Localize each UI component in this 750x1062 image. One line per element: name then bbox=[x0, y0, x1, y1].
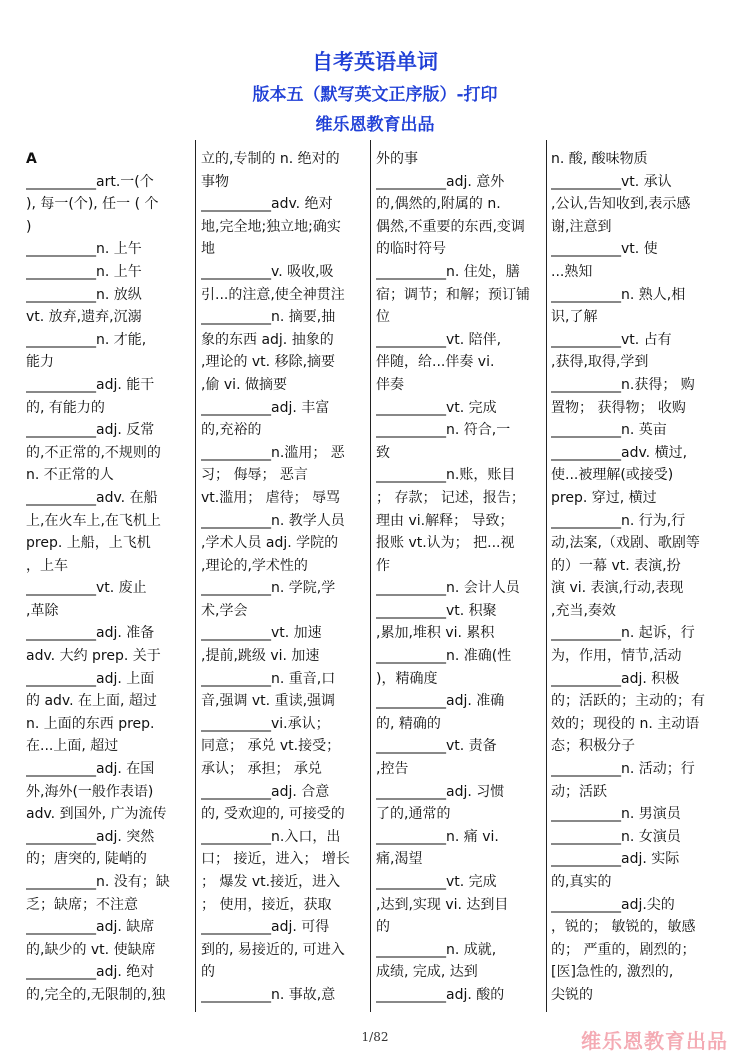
vocab-line: __________v. 吸收,吸 bbox=[201, 263, 334, 280]
vocab-line: ,累加,堆积 vi. 累积 bbox=[376, 625, 495, 642]
vocab-line: __________vt. 使 bbox=[551, 241, 658, 258]
vocab-line: __________vt. 废止 bbox=[26, 580, 147, 597]
vocab-line: __________n. 符合,一 bbox=[376, 422, 511, 439]
vocab-column-1 bbox=[26, 148, 186, 1012]
vocab-line: ,达到,实现 vi. 达到目 bbox=[376, 896, 509, 913]
vocab-line: 宿；调节；和解；预订铺 bbox=[376, 286, 530, 303]
vocab-line: __________n. 痛 vi. bbox=[376, 828, 499, 845]
vocab-line: ，锐的； 敏锐的，敏感 bbox=[551, 919, 696, 936]
vocab-line: 的, 受欢迎的, 可接受的 bbox=[201, 806, 345, 823]
vocab-line: ； 爆发 vt.接近，进入 bbox=[201, 874, 341, 890]
vocab-line: __________n. 会计人员 bbox=[376, 580, 520, 597]
vocab-line: __________adj. 突然 bbox=[26, 828, 155, 845]
vocab-line: __________adj. 可得 bbox=[201, 919, 330, 936]
vocab-line: __________adj.尖的 bbox=[551, 896, 675, 913]
vocab-line: ,理论的,学术性的 bbox=[201, 557, 308, 574]
vocab-column-3 bbox=[376, 148, 542, 1012]
vocab-line: 地,完全地;独立地;确实 bbox=[201, 218, 341, 235]
vocab-line: __________n. 学院,学 bbox=[201, 580, 336, 597]
vocab-line: __________vt. 完成 bbox=[376, 399, 497, 416]
vocab-line: prep. 穿过, 横过 bbox=[551, 489, 657, 506]
vocab-line: 外,海外(一般作表语) bbox=[26, 783, 154, 800]
vocab-line: 的 bbox=[376, 919, 390, 936]
vocab-line: ...熟知 bbox=[551, 263, 593, 280]
vocab-line: __________n.账，账目 bbox=[376, 467, 516, 484]
vocab-line: __________n. 女演员 bbox=[551, 828, 681, 845]
vocab-line: __________adj. 丰富 bbox=[201, 399, 330, 416]
vocab-line: __________vt. 完成 bbox=[376, 874, 497, 890]
vocab-line: __________n. 准确(性 bbox=[376, 648, 512, 665]
vocab-line: __________adj. 准确 bbox=[376, 693, 505, 710]
vocab-line: __________n. 摘要,抽 bbox=[201, 309, 336, 326]
vocab-line: __________adj. 准备 bbox=[26, 625, 155, 642]
vocab-line: 态；积极分子 bbox=[551, 738, 635, 755]
vocab-line: ； 存款； 记述，报告； bbox=[376, 489, 525, 506]
vocab-line: __________adj. 能干 bbox=[26, 376, 155, 393]
vocab-line: 作 bbox=[376, 557, 390, 574]
vocab-line: 动,法案,（戏剧、歌剧等 bbox=[551, 535, 700, 552]
vocab-line: ； 使用，接近，获取 bbox=[201, 896, 332, 913]
vocab-line: vt. 放弃,遗弃,沉溺 bbox=[26, 309, 142, 326]
vocab-line: 置物； 获得物； 收购 bbox=[551, 399, 686, 416]
vocab-line: )，精确度 bbox=[376, 670, 438, 687]
vocab-line: __________adj. 缺席 bbox=[26, 919, 155, 936]
vocab-line: __________art.一(个 bbox=[26, 173, 154, 190]
vocab-line: __________n. 教学人员 bbox=[201, 512, 345, 529]
vocab-line: 识,了解 bbox=[551, 309, 598, 326]
vocab-line: 伴奏 bbox=[376, 376, 404, 393]
vocab-line: 使...被理解(或接受) bbox=[551, 467, 674, 484]
vocab-line: 的； 严重的，剧烈的； bbox=[551, 941, 696, 958]
vocab-line: 的, 精确的 bbox=[376, 715, 441, 732]
vocab-line: 的,完全的,无限制的,独 bbox=[26, 986, 166, 1003]
vocab-line: __________n. 熟人,相 bbox=[551, 286, 686, 303]
column-divider bbox=[370, 140, 371, 1012]
vocab-line: 谢,注意到 bbox=[551, 218, 612, 235]
vocab-line: adv. 到国外, 广为流传 bbox=[26, 806, 167, 823]
vocab-line: __________vt. 占有 bbox=[551, 331, 672, 348]
vocab-line: __________adv. 绝对 bbox=[201, 196, 333, 213]
page-number: 1/82 bbox=[361, 1030, 389, 1044]
vocab-line: 乏；缺席；不注意 bbox=[26, 896, 138, 913]
vocab-line: n. 上面的东西 prep. bbox=[26, 715, 155, 732]
vocab-line: 效的；现役的 n. 主动语 bbox=[551, 715, 700, 732]
vocab-line: ，上车 bbox=[26, 557, 68, 574]
vocab-line: __________adj. 酸的 bbox=[376, 986, 505, 1003]
vocab-line: 伴随，给...伴奏 vi. bbox=[376, 354, 495, 371]
vocab-line: __________adj. 绝对 bbox=[26, 964, 155, 981]
vocab-line: 同意； 承兑 vt.接受； bbox=[201, 738, 341, 755]
vocab-line: ,学术人员 adj. 学院的 bbox=[201, 535, 339, 552]
vocab-line: 立的,专制的 n. 绝对的 bbox=[201, 151, 340, 167]
vocab-line: __________n.获得； 购 bbox=[551, 376, 695, 393]
vocab-line: __________n. 没有；缺 bbox=[26, 874, 170, 890]
vocab-line: __________vt. 陪伴, bbox=[376, 331, 502, 348]
column-divider bbox=[546, 140, 547, 1012]
vocab-line: [医]急性的, 激烈的, bbox=[551, 964, 674, 981]
vocab-line: 的；活跃的；主动的；有 bbox=[551, 693, 705, 710]
vocab-line: 口； 接近，进入； 增长 bbox=[201, 851, 350, 868]
vocab-line: ), 每一(个), 任一 ( 个 bbox=[26, 196, 159, 213]
vocab-line: 音,强调 vt. 重读,强调 bbox=[201, 693, 336, 710]
vocab-line: 痛,渴望 bbox=[376, 851, 423, 868]
vocab-line: 的,真实的 bbox=[551, 874, 612, 890]
vocab-line: 尖锐的 bbox=[551, 986, 593, 1003]
vocab-line: 外的事 bbox=[376, 151, 418, 167]
vocab-line: 习； 侮辱； 恶言 bbox=[201, 467, 308, 484]
document-publisher: 维乐恩教育出品 bbox=[315, 115, 435, 135]
vocab-line: 为，作用，情节,活动 bbox=[551, 648, 682, 665]
vocab-line: vt.滥用； 虐待； 辱骂 bbox=[201, 489, 341, 506]
vocab-line: 的 bbox=[201, 964, 215, 981]
vocab-line: __________n.滥用； 恶 bbox=[201, 444, 345, 461]
vocab-line: __________vi.承认； bbox=[201, 715, 330, 732]
vocab-line: 理由 vi.解释； 导致； bbox=[376, 512, 514, 529]
vocab-line: __________n. 上午 bbox=[26, 263, 142, 280]
vocab-line: __________adj. 积极 bbox=[551, 670, 680, 687]
vocab-column-4 bbox=[551, 148, 721, 1012]
vocab-line: 的,缺少的 vt. 使缺席 bbox=[26, 941, 156, 958]
vocab-line: __________adj. 反常 bbox=[26, 422, 155, 439]
vocab-line: 事物 bbox=[201, 173, 229, 190]
vocab-line: 动；活跃 bbox=[551, 783, 607, 800]
vocab-line: 在...上面, 超过 bbox=[26, 738, 119, 755]
vocab-line: 引...的注意,使全神贯注 bbox=[201, 286, 345, 303]
vocab-line: __________vt. 责备 bbox=[376, 738, 497, 755]
vocab-line: 地 bbox=[201, 241, 215, 258]
vocab-line: ,获得,取得,学到 bbox=[551, 354, 649, 371]
section-letter: A bbox=[26, 151, 37, 167]
vocab-line: ,偷 vi. 做摘要 bbox=[201, 376, 287, 393]
vocab-line: 的临时符号 bbox=[376, 241, 446, 258]
vocab-line: __________n. 放纵 bbox=[26, 286, 142, 303]
vocab-line: __________n. 重音,口 bbox=[201, 670, 336, 687]
vocab-line: __________vt. 积聚 bbox=[376, 602, 497, 619]
vocab-line: __________n. 上午 bbox=[26, 241, 142, 258]
vocab-line: __________adj. 合意 bbox=[201, 783, 330, 800]
vocab-line: ,理论的 vt. 移除,摘要 bbox=[201, 354, 336, 371]
vocab-line: __________adv. 横过, bbox=[551, 444, 688, 461]
vocab-line: 位 bbox=[376, 309, 390, 326]
vocab-line: __________n. 事故,意 bbox=[201, 986, 336, 1003]
vocab-line: 象的东西 adj. 抽象的 bbox=[201, 331, 334, 348]
vocab-line: 的；唐突的, 陡峭的 bbox=[26, 851, 147, 868]
vocab-line: prep. 上船，上飞机 bbox=[26, 535, 151, 552]
vocab-line: 的,偶然的,附属的 n. bbox=[376, 196, 501, 213]
document-subtitle: 版本五（默写英文正序版）-打印 bbox=[252, 85, 498, 105]
vocab-line: __________n. 住处，膳 bbox=[376, 263, 520, 280]
vocab-line: __________n. 才能, bbox=[26, 331, 147, 348]
vocab-line: 的,充裕的 bbox=[201, 422, 262, 439]
watermark-logo: 维乐恩教育出品 bbox=[581, 1029, 728, 1053]
vocab-line: __________n. 行为,行 bbox=[551, 512, 686, 529]
column-divider bbox=[195, 140, 196, 1012]
vocab-line: __________n. 男演员 bbox=[551, 806, 681, 823]
vocab-line: 到的, 易接近的, 可进入 bbox=[201, 941, 345, 958]
vocab-line: __________adj. 习惯 bbox=[376, 783, 505, 800]
vocab-line: __________adj. 实际 bbox=[551, 851, 680, 868]
vocab-line: ,提前,跳级 vi. 加速 bbox=[201, 648, 320, 665]
document-title: 自考英语单词 bbox=[312, 50, 438, 74]
vocab-line: 上,在火车上,在飞机上 bbox=[26, 512, 161, 529]
vocab-line: ,充当,奏效 bbox=[551, 602, 616, 619]
vocab-line: ,革除 bbox=[26, 602, 59, 619]
vocab-line: 演 vi. 表演,行动,表现 bbox=[551, 580, 684, 597]
vocab-line: 术,学会 bbox=[201, 602, 248, 619]
vocab-line: adv. 大约 prep. 关于 bbox=[26, 648, 161, 665]
vocab-line: ,公认,告知收到,表示感 bbox=[551, 196, 691, 213]
vocab-line: 致 bbox=[376, 444, 390, 461]
vocab-line: 了的,通常的 bbox=[376, 806, 451, 823]
vocab-line: __________adj. 上面 bbox=[26, 670, 155, 687]
vocab-line: 的,不正常的,不规则的 bbox=[26, 444, 161, 461]
vocab-line: __________adj. 意外 bbox=[376, 173, 505, 190]
vocab-line: __________adj. 在国 bbox=[26, 761, 155, 778]
vocab-line: 的）一幕 vt. 表演,扮 bbox=[551, 557, 681, 574]
vocab-line: ) bbox=[26, 218, 32, 235]
vocab-line: __________n. 活动；行 bbox=[551, 761, 695, 778]
vocab-line: n. 酸, 酸味物质 bbox=[551, 151, 648, 167]
vocab-line: 成绩, 完成, 达到 bbox=[376, 964, 478, 981]
vocab-line: 偶然,不重要的东西,变调 bbox=[376, 218, 525, 235]
vocab-line: 的 adv. 在上面, 超过 bbox=[26, 693, 157, 710]
vocab-line: __________vt. 加速 bbox=[201, 625, 322, 642]
vocab-line: __________n. 英亩 bbox=[551, 422, 667, 439]
vocab-line: __________adv. 在船 bbox=[26, 489, 158, 506]
vocab-line: __________n.入口，出 bbox=[201, 828, 341, 845]
vocab-line: __________vt. 承认 bbox=[551, 173, 672, 190]
vocab-line: n. 不正常的人 bbox=[26, 467, 114, 484]
vocab-column-2 bbox=[201, 148, 367, 1012]
vocab-line: __________n. 起诉，行 bbox=[551, 625, 695, 642]
vocab-line: 承认； 承担； 承兑 bbox=[201, 761, 322, 778]
vocab-line: 报账 vt.认为； 把...视 bbox=[376, 535, 515, 552]
vocab-line: ,控告 bbox=[376, 761, 409, 778]
vocab-line: 的, 有能力的 bbox=[26, 399, 105, 416]
vocab-line: 能力 bbox=[26, 354, 54, 371]
vocab-line: __________n. 成就, bbox=[376, 941, 497, 958]
